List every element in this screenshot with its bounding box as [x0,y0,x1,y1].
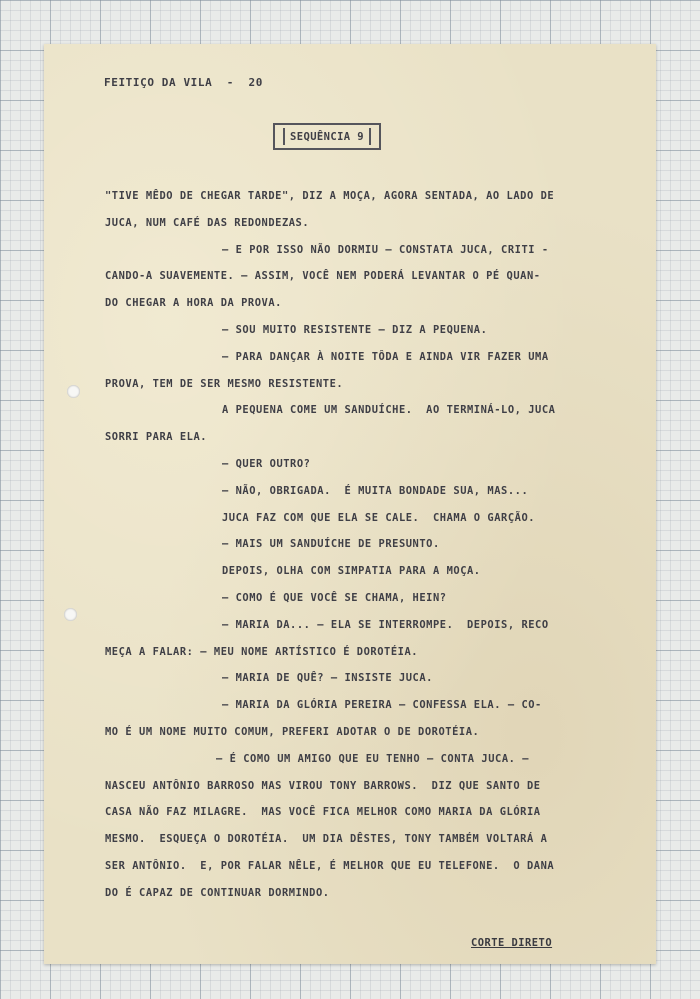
script-line: — É COMO UM AMIGO QUE EU TENHO — CONTA JUCA. — [216,752,530,765]
script-line: DO CHEGAR A HORA DA PROVA. [105,297,282,310]
script-line: — PARA DANÇAR À NOITE TÔDA E AINDA VIR FAZER UMA [222,350,549,363]
script-line: — MARIA DA GLÓRIA PEREIRA — CONFESSA ELA. — CO- [222,699,542,712]
script-line: JUCA FAZ COM QUE ELA SE CALE. CHAMA O GARÇÃO. [222,511,536,524]
script-line: SORRI PARA ELA. [105,431,208,444]
punch-hole-top [67,385,80,398]
script-line: — COMO É QUE VOCÊ SE CHAMA, HEIN? [222,592,447,604]
sequence-label: SEQUÊNCIA 9 [283,128,371,145]
script-line: SER ANTÔNIO. E, POR FALAR NÊLE, É MELHOR QUE EU TELEFONE. O DANA [105,860,555,872]
script-line: MESMO. ESQUEÇA O DOROTÉIA. UM DIA DÊSTES, TONY TAMBÉM VOLTARÁ A [105,833,548,846]
typewritten-page [44,44,656,964]
page-header [104,76,263,89]
script-line: — MARIA DE QUÊ? — INSISTE JUCA. [222,672,433,685]
script-line: "TIVE MÊDO DE CHEGAR TARDE", DIZ A MOÇA, AGORA SENTADA, AO LADO DE [105,190,555,202]
script-line: — MARIA DA... — ELA SE INTERROMPE. DEPOIS, RECO [222,618,549,631]
script-line: — SOU MUITO RESISTENTE — DIZ A PEQUENA. [222,324,488,336]
script-line: JUCA, NUM CAFÉ DAS REDONDEZAS. [105,216,310,229]
script-line: DEPOIS, OLHA COM SIMPATIA PARA A MOÇA. [222,565,481,578]
script-line: NASCEU ANTÔNIO BARROSO MAS VIROU TONY BARROWS. DIZ QUE SANTO DE [105,779,541,792]
header-separator: - [226,76,235,89]
page-number: 20 [248,76,263,89]
script-line: — QUER OUTRO? [222,458,311,470]
script-line: DO É CAPAZ DE CONTINUAR DORMINDO. [105,886,330,899]
sequence-box [273,123,381,150]
script-line: — MAIS UM SANDUÍCHE DE PRESUNTO. [222,538,440,551]
script-line: — NÃO, OBRIGADA. É MUITA BONDADE SUA, MAS... [222,484,529,497]
transition-direction: CORTE DIRETO [471,937,553,949]
script-line: CASA NÃO FAZ MILAGRE. MAS VOCÊ FICA MELHOR COMO MARIA DA GLÓRIA [105,806,541,819]
script-line: A PEQUENA COME UM SANDUÍCHE. AO TERMINÁ-LO, JUCA [222,404,556,417]
script-line: MO É UM NOME MUITO COMUM, PREFERI ADOTAR O DE DOROTÉIA. [105,726,480,738]
script-line: CANDO-A SUAVEMENTE. — ASSIM, VOCÊ NEM PODERÁ LEVANTAR O PÉ QUAN- [105,270,541,283]
script-line: PROVA, TEM DE SER MESMO RESISTENTE. [105,377,344,390]
punch-hole-bottom [64,608,77,621]
script-line: — E POR ISSO NÃO DORMIU — CONSTATA JUCA, CRITI - [222,243,549,256]
script-line: MEÇA A FALAR: — MEU NOME ARTÍSTICO É DOROTÉIA. [105,645,419,658]
script-title: FEITIÇO DA VILA [104,76,213,89]
